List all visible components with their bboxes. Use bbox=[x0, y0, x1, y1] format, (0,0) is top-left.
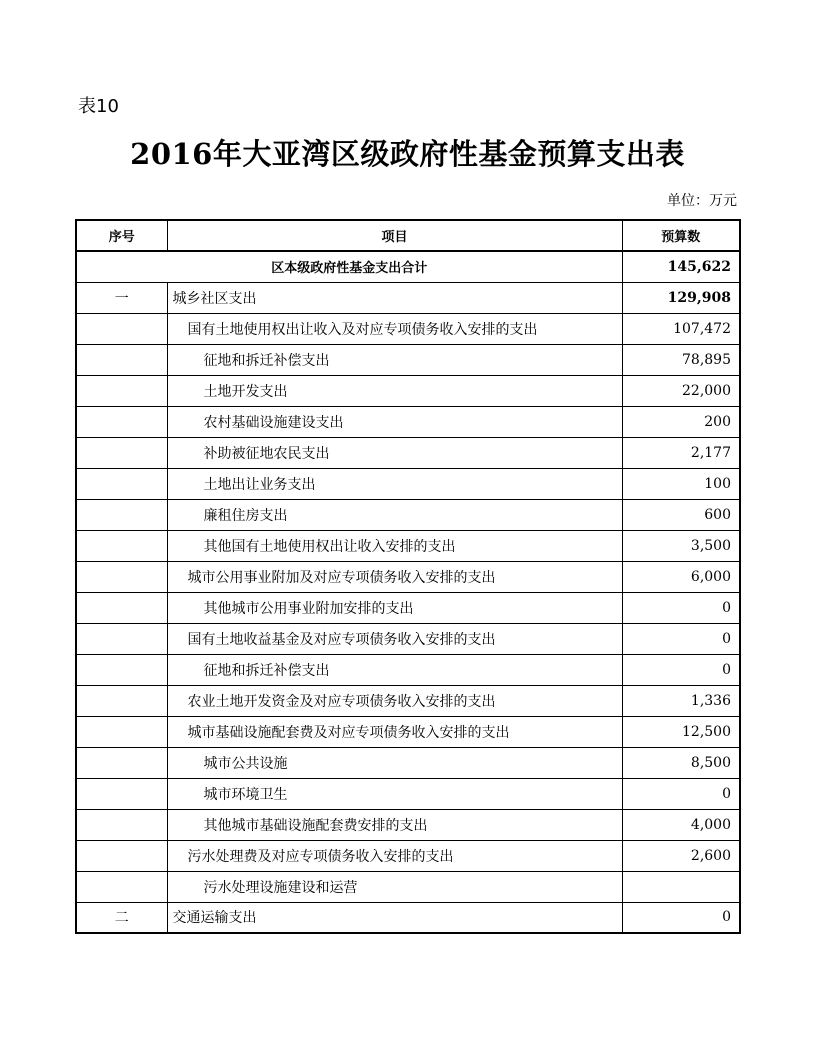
table-row bbox=[76, 592, 740, 623]
page-title: 2016年大亚湾区级政府性基金预算支出表 bbox=[130, 137, 685, 171]
table-row bbox=[76, 902, 740, 933]
row-item: 征地和拆迁补偿支出 bbox=[167, 344, 622, 375]
row-item: 土地开发支出 bbox=[167, 375, 622, 406]
row-item: 城市公共设施 bbox=[167, 747, 622, 778]
row-amount: 0 bbox=[622, 778, 740, 809]
row-seq bbox=[76, 809, 167, 840]
total-row bbox=[76, 251, 740, 282]
unit-label: 单位：万元 bbox=[667, 193, 737, 209]
row-seq bbox=[76, 592, 167, 623]
row-item: 国有土地使用权出让收入及对应专项债务收入安排的支出 bbox=[167, 313, 622, 344]
row-item: 农村基础设施建设支出 bbox=[167, 406, 622, 437]
row-item: 交通运输支出 bbox=[167, 902, 622, 933]
row-item: 城市公用事业附加及对应专项债务收入安排的支出 bbox=[167, 561, 622, 592]
total-amount: 145,622 bbox=[622, 251, 740, 282]
row-seq bbox=[76, 685, 167, 716]
row-item: 征地和拆迁补偿支出 bbox=[167, 654, 622, 685]
row-amount: 6,000 bbox=[622, 561, 740, 592]
row-seq bbox=[76, 778, 167, 809]
row-item: 其他国有土地使用权出让收入安排的支出 bbox=[167, 530, 622, 561]
row-seq bbox=[76, 313, 167, 344]
row-seq bbox=[76, 344, 167, 375]
table-header-row bbox=[76, 220, 740, 251]
table-row bbox=[76, 313, 740, 344]
row-amount: 0 bbox=[622, 623, 740, 654]
table-row bbox=[76, 282, 740, 313]
table-row bbox=[76, 530, 740, 561]
table-number: 表10 bbox=[78, 96, 119, 117]
table-row bbox=[76, 344, 740, 375]
row-item: 国有土地收益基金及对应专项债务收入安排的支出 bbox=[167, 623, 622, 654]
row-item: 城市环境卫生 bbox=[167, 778, 622, 809]
table-row bbox=[76, 685, 740, 716]
row-item: 其他城市公用事业附加安排的支出 bbox=[167, 592, 622, 623]
header-seq: 序号 bbox=[76, 220, 167, 251]
row-seq bbox=[76, 561, 167, 592]
row-item: 城乡社区支出 bbox=[167, 282, 622, 313]
budget-table bbox=[75, 219, 741, 934]
row-amount: 2,177 bbox=[622, 437, 740, 468]
row-amount: 3,500 bbox=[622, 530, 740, 561]
row-seq bbox=[76, 747, 167, 778]
row-seq: 一 bbox=[76, 282, 167, 313]
table-row bbox=[76, 716, 740, 747]
table-row bbox=[76, 437, 740, 468]
table-row bbox=[76, 778, 740, 809]
table-row bbox=[76, 871, 740, 902]
table-row bbox=[76, 499, 740, 530]
row-amount: 107,472 bbox=[622, 313, 740, 344]
table-row bbox=[76, 654, 740, 685]
row-item: 补助被征地农民支出 bbox=[167, 437, 622, 468]
row-seq bbox=[76, 840, 167, 871]
table-row bbox=[76, 840, 740, 871]
row-amount: 2,600 bbox=[622, 840, 740, 871]
table-row bbox=[76, 468, 740, 499]
header-amount: 预算数 bbox=[622, 220, 740, 251]
row-amount: 0 bbox=[622, 592, 740, 623]
row-seq: 二 bbox=[76, 902, 167, 933]
row-amount: 22,000 bbox=[622, 375, 740, 406]
row-seq bbox=[76, 375, 167, 406]
row-amount: 0 bbox=[622, 654, 740, 685]
row-seq bbox=[76, 716, 167, 747]
header-item: 项目 bbox=[167, 220, 622, 251]
row-seq bbox=[76, 871, 167, 902]
row-amount: 78,895 bbox=[622, 344, 740, 375]
row-amount: 8,500 bbox=[622, 747, 740, 778]
row-item: 污水处理设施建设和运营 bbox=[167, 871, 622, 902]
row-amount: 200 bbox=[622, 406, 740, 437]
row-seq bbox=[76, 468, 167, 499]
row-item: 农业土地开发资金及对应专项债务收入安排的支出 bbox=[167, 685, 622, 716]
table-row bbox=[76, 747, 740, 778]
row-amount: 600 bbox=[622, 499, 740, 530]
row-amount bbox=[622, 871, 740, 902]
row-seq bbox=[76, 437, 167, 468]
row-amount: 1,336 bbox=[622, 685, 740, 716]
row-seq bbox=[76, 654, 167, 685]
row-amount: 4,000 bbox=[622, 809, 740, 840]
table-row bbox=[76, 809, 740, 840]
row-seq bbox=[76, 623, 167, 654]
table-row bbox=[76, 561, 740, 592]
row-amount: 0 bbox=[622, 902, 740, 933]
row-seq bbox=[76, 499, 167, 530]
row-item: 土地出让业务支出 bbox=[167, 468, 622, 499]
row-seq bbox=[76, 406, 167, 437]
table-row bbox=[76, 375, 740, 406]
row-item: 廉租住房支出 bbox=[167, 499, 622, 530]
row-item: 其他城市基础设施配套费安排的支出 bbox=[167, 809, 622, 840]
total-label: 区本级政府性基金支出合计 bbox=[76, 251, 622, 282]
row-item: 污水处理费及对应专项债务收入安排的支出 bbox=[167, 840, 622, 871]
row-amount: 100 bbox=[622, 468, 740, 499]
row-seq bbox=[76, 530, 167, 561]
row-amount: 129,908 bbox=[622, 282, 740, 313]
table-row bbox=[76, 623, 740, 654]
row-amount: 12,500 bbox=[622, 716, 740, 747]
row-item: 城市基础设施配套费及对应专项债务收入安排的支出 bbox=[167, 716, 622, 747]
table-row bbox=[76, 406, 740, 437]
